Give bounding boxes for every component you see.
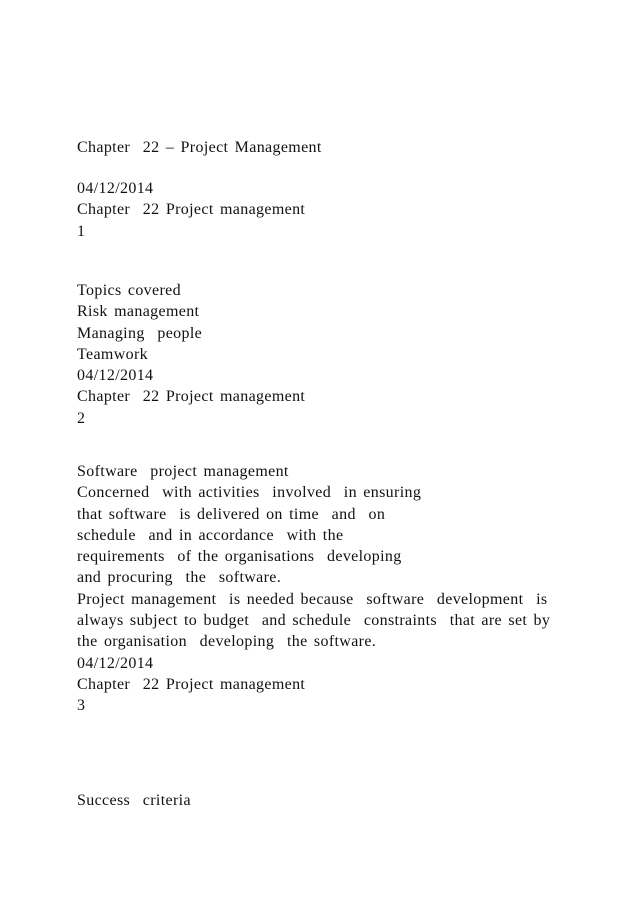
slide-number: 3: [77, 697, 86, 715]
body-line: requirements of the organisations developing: [77, 548, 402, 566]
slide-bullet: Managing people: [77, 324, 203, 342]
body-line: Project management is needed because software development is: [77, 590, 548, 608]
body-line: Concerned with activities involved in ensuring: [77, 484, 422, 502]
slide-1-text: [77, 178, 597, 242]
slide-heading: Software project management: [77, 463, 289, 480]
slide-4-text: [77, 790, 597, 811]
body-line: and procuring the software.: [77, 569, 282, 587]
slide-bullet: Risk management: [77, 303, 200, 321]
document-title: Chapter 22 – Project Management: [77, 139, 322, 156]
body-line: schedule and in accordance with the: [77, 526, 344, 544]
body-line: the organisation developing the software.: [77, 633, 377, 651]
slide-number: 1: [77, 222, 86, 240]
slide-number: 2: [77, 409, 86, 427]
slide-heading: Success criteria: [77, 792, 191, 809]
slide-footer: Chapter 22 Project management: [77, 675, 306, 693]
slide-2-text: [77, 280, 597, 429]
slide-3-text: [77, 461, 597, 717]
document-title-block: [77, 137, 597, 158]
slide-date: 04/12/2014: [77, 180, 154, 197]
slide-footer: Chapter 22 Project management: [77, 388, 306, 406]
slide-heading: Topics covered: [77, 282, 181, 299]
body-line: that software is delivered on time and on: [77, 505, 386, 523]
body-line: always subject to budget and schedule constraints that are set by: [77, 612, 551, 630]
slide-bullet: Teamwork: [77, 345, 148, 363]
slide-footer: Chapter 22 Project management: [77, 201, 306, 219]
slide-date: 04/12/2014: [77, 654, 154, 672]
slide-date: 04/12/2014: [77, 367, 154, 385]
